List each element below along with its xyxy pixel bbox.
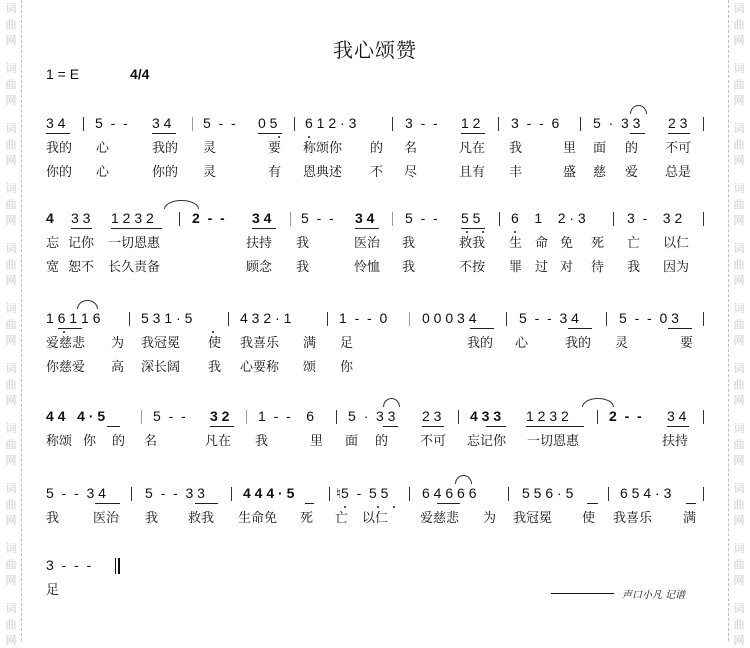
lyric-syllables: 你慈爱 — [46, 360, 86, 375]
watermark-glyph: 网 — [733, 94, 745, 107]
barline — [506, 312, 507, 326]
lyric-syllables: 你 — [340, 360, 354, 375]
watermark-glyph: 网 — [5, 394, 17, 407]
notation-line — [0, 485, 750, 505]
watermark-glyph: 词 — [733, 2, 745, 15]
watermark-glyph: 网 — [733, 154, 745, 167]
lyric-syllables: 要 — [680, 336, 694, 351]
watermark-glyph: 词 — [733, 602, 745, 615]
lyric-syllables: 里 — [563, 141, 577, 156]
watermark-glyph: 词 — [5, 302, 17, 315]
lyric-syllables: 你的 — [152, 165, 179, 180]
lyric-syllables: 我的 — [46, 141, 73, 156]
watermark-glyph: 网 — [733, 634, 745, 647]
eighth-underline — [95, 503, 120, 504]
eighth-underline — [470, 328, 494, 329]
slur-arc — [582, 398, 614, 407]
watermark-glyph: 曲 — [5, 258, 17, 271]
barline — [246, 410, 247, 424]
lyric-syllables: 足 — [46, 583, 60, 598]
watermark-glyph: 曲 — [733, 438, 745, 451]
lyric-syllables: 里 — [310, 434, 324, 449]
lyric-syllables: 救我 — [188, 511, 215, 526]
watermark-glyph: 网 — [733, 514, 745, 527]
eighth-underline — [195, 503, 218, 504]
watermark-glyph: 词 — [733, 542, 745, 555]
note-group: 5 - - 3 4 — [46, 485, 106, 501]
lyric-syllables: 灵 — [203, 165, 217, 180]
watermark-glyph: 词 — [5, 422, 17, 435]
slur-arc — [77, 300, 98, 309]
lyric-syllables: 忘 — [46, 236, 60, 251]
barline — [613, 212, 614, 226]
lyric-syllables: 医治 — [93, 511, 120, 526]
note-group: 6 4 6 6 6 — [422, 485, 477, 501]
lyric-syllables: 满 — [683, 511, 697, 526]
note-group: 3 4 — [46, 115, 66, 131]
lyric-syllables: 的 — [625, 141, 639, 156]
lyric-syllables: 深长阔 — [141, 360, 181, 375]
eighth-underline — [111, 228, 162, 229]
watermark-glyph: 曲 — [733, 498, 745, 511]
lyric-syllables: 爱慈悲 — [46, 336, 86, 351]
lyric-syllables: 你的 — [46, 165, 73, 180]
credit-divider — [551, 593, 614, 594]
lyric-syllables: 一切恩惠 — [108, 236, 161, 251]
lyric-syllables: 我 — [46, 511, 60, 526]
watermark-glyph: 词 — [733, 122, 745, 135]
lyric-syllables: 灵 — [615, 336, 629, 351]
eighth-underline — [252, 228, 276, 229]
watermark-glyph: 网 — [5, 454, 17, 467]
lyric-syllables: 亡 — [627, 236, 641, 251]
note-group: 0 0 0 3 4 — [422, 310, 477, 326]
watermark-glyph: 曲 — [5, 498, 17, 511]
barline — [329, 487, 330, 501]
watermark-glyph: 词 — [733, 62, 745, 75]
note-group: 1 2 3 2 — [526, 408, 569, 424]
lyric-syllables: 恩典述 — [303, 165, 343, 180]
barline — [290, 212, 291, 226]
eighth-underline — [461, 133, 485, 134]
watermark-glyph: 曲 — [5, 618, 17, 631]
watermark-glyph: 曲 — [733, 198, 745, 211]
lyric-syllables: 我冠冕 — [141, 336, 181, 351]
lyric-syllables: 灵 — [203, 141, 217, 156]
slur-arc — [630, 105, 647, 114]
barline — [192, 117, 193, 131]
eighth-underline — [587, 503, 598, 504]
barline — [83, 117, 84, 131]
lyric-syllables: 我 — [255, 434, 269, 449]
song-title: 我心颂赞 — [333, 38, 417, 62]
note-group: 4 3 3 — [470, 408, 502, 424]
barline — [129, 312, 130, 326]
watermark-glyph: 词 — [5, 602, 17, 615]
eighth-underline — [107, 426, 120, 427]
watermark-glyph: 网 — [5, 34, 17, 47]
lyric-syllables: 足 — [340, 336, 354, 351]
note-group: 3 4 — [667, 408, 687, 424]
lyric-syllables: 忘记你 — [467, 434, 507, 449]
watermark-glyph: 曲 — [733, 318, 745, 331]
barline — [580, 117, 581, 131]
eighth-underline — [305, 503, 314, 504]
barline — [498, 117, 499, 131]
lyric-syllables: 医治 — [354, 236, 381, 251]
note-group: 1 2 — [461, 115, 481, 131]
watermark-glyph: 词 — [733, 242, 745, 255]
lyric-syllables: 面 — [593, 141, 607, 156]
note-group: 3 4 — [152, 115, 172, 131]
barline — [231, 487, 232, 501]
lyric-syllables: 长久责备 — [108, 260, 161, 275]
lyric-syllables: 不可 — [420, 434, 447, 449]
eighth-underline — [46, 133, 70, 134]
note-group: 5 - - 3 3 — [145, 485, 205, 501]
note-group: 3 3 — [71, 210, 91, 226]
note-group: 5 - - — [405, 210, 438, 226]
final-barline-thick — [118, 558, 120, 574]
note-group: 2 3 — [422, 408, 442, 424]
lyric-syllables: 为 — [111, 336, 125, 351]
lyric-syllables: 救我 — [459, 236, 486, 251]
lyric-syllables: 以仁 — [663, 236, 690, 251]
watermark-glyph: 网 — [5, 514, 17, 527]
barline — [392, 212, 393, 226]
barline — [608, 487, 609, 501]
watermark-glyph: 网 — [733, 274, 745, 287]
lyric-syllables: 我 — [208, 360, 222, 375]
barline — [294, 117, 295, 131]
watermark-glyph: 曲 — [5, 318, 17, 331]
note-group: 3 - - - — [46, 557, 92, 573]
notation-line — [0, 557, 750, 577]
note-group: 3 - - 6 — [511, 115, 560, 131]
watermark-glyph: 词 — [5, 542, 17, 555]
watermark-glyph: 曲 — [733, 138, 745, 151]
barline — [499, 212, 500, 226]
lyric-syllables: 高 — [111, 360, 125, 375]
eighth-underline — [71, 228, 92, 229]
note-group: 2 - - — [192, 210, 225, 226]
lyric-syllables: 的 — [112, 434, 126, 449]
barline — [409, 312, 410, 326]
note-group: 5 - - — [301, 210, 334, 226]
note-group: 5 - - — [153, 408, 186, 424]
note-group: 2 - - — [609, 408, 642, 424]
watermark-glyph: 词 — [733, 302, 745, 315]
watermark-glyph: 曲 — [5, 78, 17, 91]
lyric-syllables: 死 — [591, 236, 605, 251]
lyric-syllables: 恕不 — [68, 260, 95, 275]
lyric-syllables: 爱 — [625, 165, 639, 180]
watermark-glyph: 词 — [5, 362, 17, 375]
note-group: 3 4 — [252, 210, 272, 226]
eighth-underline — [437, 503, 460, 504]
watermark-glyph: 网 — [733, 574, 745, 587]
lyric-syllables: 为 — [483, 511, 497, 526]
note-group: 0 5 — [258, 115, 278, 131]
eighth-underline — [258, 133, 282, 134]
watermark-glyph: 网 — [733, 34, 745, 47]
note-group: 2 3 — [668, 115, 688, 131]
lyric-syllables: 因为 — [663, 260, 690, 275]
lyric-syllables: 使 — [208, 336, 222, 351]
watermark-glyph: 网 — [5, 154, 17, 167]
lyric-syllables: 我 — [627, 260, 641, 275]
lyric-syllables: 有 — [268, 165, 282, 180]
watermark-glyph: 词 — [5, 122, 17, 135]
lyric-syllables: 我冠冕 — [513, 511, 553, 526]
lyric-syllables: 我 — [509, 141, 523, 156]
barline — [409, 487, 410, 501]
lyric-syllables: 扶持 — [246, 236, 273, 251]
barline — [131, 487, 132, 501]
lyric-syllables: 不按 — [459, 260, 486, 275]
note-group: 4 3 2 · 1 — [240, 310, 292, 326]
watermark-glyph: 曲 — [733, 618, 745, 631]
watermark-glyph: 网 — [5, 214, 17, 227]
barline — [597, 410, 598, 424]
note-group: 4 4 4 · 5 — [46, 408, 106, 424]
lyric-syllables: 心 — [515, 336, 529, 351]
lyric-syllables: 顾念 — [246, 260, 273, 275]
lyric-syllables: 我的 — [152, 141, 179, 156]
note-group: 1 2 3 2 — [111, 210, 154, 226]
barline — [703, 117, 704, 131]
lyric-syllables: 慈 — [593, 165, 607, 180]
lyric-syllables: 过 — [535, 260, 549, 275]
watermark-glyph: 曲 — [733, 378, 745, 391]
note-group: 1 - - 0 — [339, 310, 388, 326]
eighth-underline — [568, 328, 592, 329]
watermark-glyph: 网 — [733, 334, 745, 347]
watermark-glyph: 曲 — [733, 78, 745, 91]
key-signature: 1 = E — [46, 66, 80, 82]
lyric-syllables: 我的 — [565, 336, 592, 351]
lyric-syllables: 总是 — [665, 165, 692, 180]
note-group: 5 · 3 3 — [348, 408, 396, 424]
eighth-underline — [422, 426, 444, 427]
watermark-glyph: 词 — [733, 362, 745, 375]
lyric-syllables: 心 — [96, 141, 110, 156]
watermark-glyph: 词 — [5, 2, 17, 15]
barline — [703, 410, 704, 424]
watermark-glyph: 曲 — [733, 258, 745, 271]
watermark-glyph: 网 — [733, 214, 745, 227]
note-group: 6 5 4 · 3 — [620, 485, 672, 501]
note-group: 6 1 2 · 3 — [511, 210, 586, 226]
watermark-glyph: 网 — [733, 454, 745, 467]
lyric-syllables: 生命免 — [238, 511, 278, 526]
lyric-syllables: 我 — [296, 260, 310, 275]
notation-line — [0, 115, 750, 135]
lyric-syllables: 颂 — [303, 360, 317, 375]
watermark-glyph: 词 — [5, 242, 17, 255]
low-octave-dot — [393, 506, 395, 508]
eighth-underline — [152, 133, 176, 134]
watermark-glyph: 词 — [5, 482, 17, 495]
note-group: 5 5 6 · 5 — [522, 485, 574, 501]
lyric-syllables: 使 — [582, 511, 596, 526]
watermark-glyph: 词 — [733, 182, 745, 195]
note-group: 5 - - — [95, 115, 128, 131]
watermark-glyph: 曲 — [5, 138, 17, 151]
time-signature: 4/4 — [130, 66, 150, 82]
note-group: 1 - - 6 — [258, 408, 315, 424]
lyric-syllables: 扶持 — [662, 434, 689, 449]
slur-arc — [383, 398, 400, 407]
watermark-glyph: 网 — [5, 634, 17, 647]
barline — [458, 410, 459, 424]
eighth-underline — [486, 426, 506, 427]
barline — [228, 312, 229, 326]
lyric-syllables: 我 — [402, 260, 416, 275]
lyric-syllables: 面 — [345, 434, 359, 449]
lyric-syllables: 命 — [535, 236, 549, 251]
lyric-syllables: 记你 — [68, 236, 95, 251]
final-barline-thin — [115, 558, 116, 574]
lyric-syllables: 凡在 — [459, 141, 486, 156]
note-group: 3 - - — [405, 115, 438, 131]
note-group: 4 4 4 · 5 — [243, 485, 295, 501]
lyric-syllables: 我的 — [467, 336, 494, 351]
eighth-underline — [668, 133, 690, 134]
note-group: 3 - 3 2 — [627, 210, 683, 226]
watermark-glyph: 网 — [5, 94, 17, 107]
watermark-glyph: 曲 — [733, 558, 745, 571]
eighth-underline — [686, 503, 696, 504]
eighth-underline — [667, 426, 689, 427]
lyric-syllables: 不可 — [665, 141, 692, 156]
slur-arc — [164, 200, 199, 209]
lyric-syllables: 的 — [375, 434, 389, 449]
watermark-glyph: 曲 — [5, 198, 17, 211]
lyric-syllables: 我喜乐 — [240, 336, 280, 351]
barline — [336, 410, 337, 424]
note-group: 3 4 — [355, 210, 375, 226]
lyric-syllables: 怜恤 — [354, 260, 381, 275]
watermark-glyph: 网 — [5, 334, 17, 347]
lyric-syllables: 心要称 — [240, 360, 280, 375]
watermark-glyph: 曲 — [733, 18, 745, 31]
note-group: ♮5 - 5 5 — [336, 485, 389, 501]
eighth-underline — [58, 328, 82, 329]
lyric-syllables: 爱慈悲 — [420, 511, 460, 526]
lyric-syllables: 心 — [96, 165, 110, 180]
barline — [606, 312, 607, 326]
eighth-underline — [355, 228, 379, 229]
lyric-syllables: 我喜乐 — [613, 511, 653, 526]
lyric-syllables: 罪 — [509, 260, 523, 275]
note-group: 5 - - 3 4 — [519, 310, 579, 326]
lyric-syllables: 死 — [300, 511, 314, 526]
note-group: 5 5 — [461, 210, 481, 226]
lyric-syllables: 生 — [509, 236, 523, 251]
lyric-syllables: 称颂你 — [303, 141, 343, 156]
barline — [141, 410, 142, 424]
note-group: 4 — [46, 210, 54, 226]
watermark-glyph: 词 — [5, 182, 17, 195]
lyric-syllables: 你 — [83, 434, 97, 449]
watermark-glyph: 网 — [5, 574, 17, 587]
lyric-syllables: 一切恩惠 — [527, 434, 580, 449]
lyric-syllables: 我 — [402, 236, 416, 251]
lyric-syllables: 对 — [560, 260, 574, 275]
barline — [703, 212, 704, 226]
eighth-underline — [668, 328, 692, 329]
barline — [703, 487, 704, 501]
note-group: 1 6 1 1 6 — [46, 310, 101, 326]
lyric-syllables: 宽 — [46, 260, 60, 275]
watermark-glyph: 网 — [5, 274, 17, 287]
watermark-glyph: 词 — [733, 422, 745, 435]
barline — [327, 312, 328, 326]
lyric-syllables: 待 — [591, 260, 605, 275]
notation-line — [0, 408, 750, 428]
barline — [179, 212, 180, 226]
watermark-glyph: 网 — [733, 394, 745, 407]
watermark-glyph: 曲 — [5, 558, 17, 571]
lyric-syllables: 我 — [145, 511, 159, 526]
lyric-syllables: 名 — [144, 434, 158, 449]
lyric-syllables: 要 — [268, 141, 282, 156]
notation-line — [0, 210, 750, 230]
eighth-underline — [210, 426, 234, 427]
watermark-glyph: 曲 — [5, 18, 17, 31]
note-group: 6 1 2 · 3 — [305, 115, 357, 131]
watermark-glyph: 曲 — [5, 378, 17, 391]
barline — [703, 312, 704, 326]
lyric-syllables: 满 — [303, 336, 317, 351]
barline — [508, 487, 509, 501]
slur-arc — [455, 475, 472, 484]
lyric-syllables: 亡 — [335, 511, 349, 526]
barline — [392, 117, 393, 131]
note-group: 5 - - 0 3 — [619, 310, 679, 326]
lyric-syllables: 我 — [296, 236, 310, 251]
watermark-glyph: 词 — [5, 62, 17, 75]
notation-line — [0, 310, 750, 330]
lyric-syllables: 以仁 — [362, 511, 389, 526]
note-group: 5 3 1 · 5 — [141, 310, 193, 326]
lyric-syllables: 称颂 — [46, 434, 73, 449]
lyric-syllables: 的 — [370, 141, 384, 156]
lyric-syllables: 不 — [370, 165, 384, 180]
lyric-syllables: 名 — [404, 141, 418, 156]
lyric-syllables: 凡在 — [205, 434, 232, 449]
note-group: 3 2 — [210, 408, 230, 424]
watermark-glyph: 曲 — [5, 438, 17, 451]
lyric-syllables: 且有 — [459, 165, 486, 180]
lyric-syllables: 丰 — [509, 165, 523, 180]
lyric-syllables: 尽 — [404, 165, 418, 180]
lyric-syllables: 盛 — [563, 165, 577, 180]
lyric-syllables: 免 — [560, 236, 574, 251]
note-group: 5 - - — [203, 115, 236, 131]
eighth-underline — [383, 426, 398, 427]
eighth-underline — [461, 228, 485, 229]
watermark-glyph: 词 — [733, 482, 745, 495]
transcriber-credit: 声口小凡 记谱 — [622, 590, 686, 601]
eighth-underline — [526, 426, 584, 427]
eighth-underline — [630, 133, 645, 134]
note-group: 5 · 3 3 — [593, 115, 641, 131]
